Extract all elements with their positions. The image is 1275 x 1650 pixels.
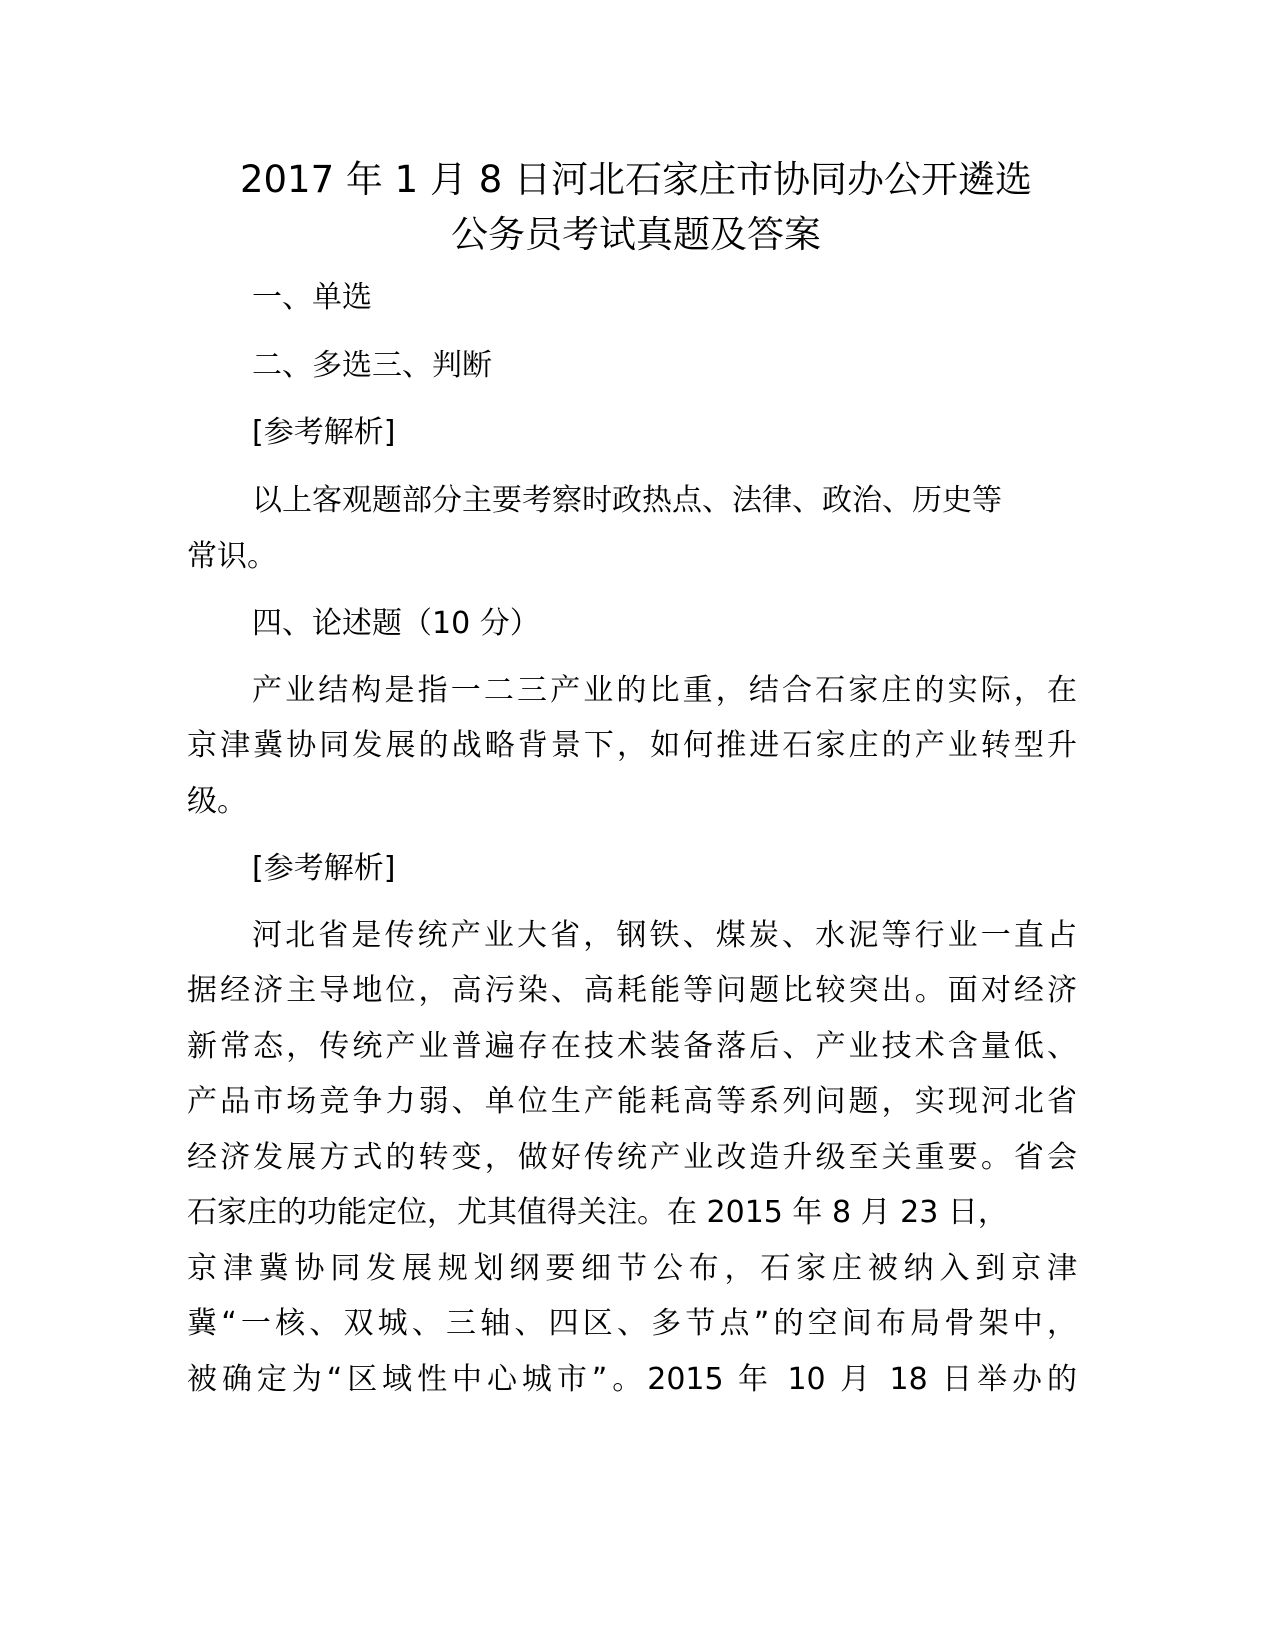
paragraph-line: 新常态，传统产业普遍存在技术装备落后、产业技术含量低、 [187, 1029, 1077, 1064]
paragraph-line: 河北省是传统产业大省，钢铁、煤炭、水泥等行业一直占 [252, 918, 1077, 953]
paragraph-line: 经济发展方式的转变，做好传统产业改造升级至关重要。省会 [187, 1140, 1077, 1175]
paragraph-line: 据经济主导地位，高污染、高耗能等问题比较突出。面对经济 [187, 973, 1077, 1008]
document-title [180, 152, 1092, 262]
paragraph-line: 以上客观题部分主要考察时政热点、法律、政治、历史等 [252, 483, 1002, 518]
title-line-2: 公务员考试真题及答案 [451, 213, 821, 256]
paragraph-line: 京津冀协同发展规划纲要细节公布，石家庄被纳入到京津 [187, 1251, 1077, 1286]
section-heading-multi-choice-judgement: 二、多选三、判断 [252, 348, 492, 383]
paragraph-line: 石家庄的功能定位，尤其值得关注。在 2015 年 8 月 23 日， [187, 1195, 1008, 1230]
paragraph-line: 产品市场竞争力弱、单位生产能耗高等系列问题，实现河北省 [187, 1084, 1077, 1119]
paragraph-line: 京津冀协同发展的战略背景下，如何推进石家庄的产业转型升 [187, 728, 1077, 763]
section-heading-single-choice: 一、单选 [252, 280, 372, 315]
reference-analysis-heading: [参考解析] [252, 415, 396, 450]
paragraph-line: 级。 [187, 784, 247, 819]
paragraph-line: 被确定为“区域性中心城市”。2015 年 10 月 18 日举办的 [187, 1362, 1077, 1397]
paragraph-line: 冀“一核、双城、三轴、四区、多节点”的空间布局骨架中， [187, 1306, 1077, 1341]
reference-analysis-heading: [参考解析] [252, 851, 396, 886]
title-line-1: 2017 年 1 月 8 日河北石家庄市协同办公开遴选 [239, 158, 1033, 201]
paragraph-line: 产业结构是指一二三产业的比重，结合石家庄的实际，在 [252, 673, 1077, 708]
section-heading-essay: 四、论述题（10 分） [252, 606, 540, 641]
paragraph-line: 常识。 [187, 539, 277, 574]
